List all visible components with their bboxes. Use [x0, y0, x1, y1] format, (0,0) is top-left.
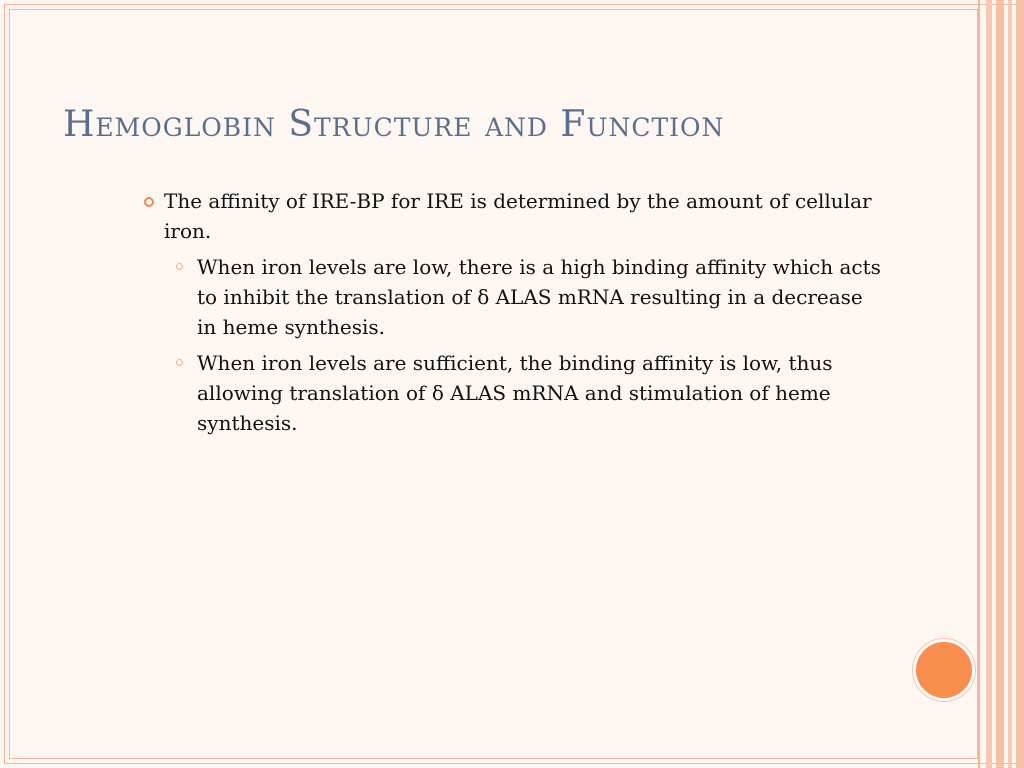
stripe [1016, 0, 1024, 768]
stripe [1008, 0, 1012, 768]
slide-title: Hemoglobin Structure and Function [63, 104, 725, 145]
bullet-item [140, 186, 885, 246]
sub-bullet-text: When iron levels are sufficient, the binding affinity is low, thus allowing translation of δ ALAS mRNA and stimulation of heme synthesis. [197, 351, 833, 435]
decorative-stripes [978, 0, 1024, 768]
bullet-ring-icon [144, 197, 154, 207]
stripe [996, 0, 1004, 768]
stripe [978, 0, 980, 768]
sub-bullet-ring-icon [176, 359, 183, 366]
orange-circle-decoration-icon [913, 639, 975, 701]
stripe [986, 0, 992, 768]
slide-body [140, 186, 885, 444]
sub-bullet-item [173, 348, 885, 438]
sub-bullet-item [173, 252, 885, 342]
bullet-text: The affinity of IRE-BP for IRE is determined by the amount of cellular iron. [164, 189, 872, 243]
sub-bullet-ring-icon [176, 263, 183, 270]
sub-bullet-text: When iron levels are low, there is a high binding affinity which acts to inhibit the translation of δ ALAS mRNA resulting in a decrease in heme synthesis. [197, 255, 881, 339]
